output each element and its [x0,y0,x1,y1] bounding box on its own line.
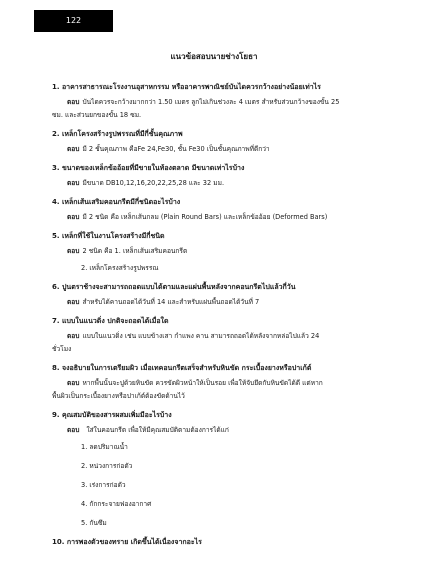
answer-text: บันไดควรจะกว้างมากกว่า 1.50 เมตร ลูกไม่เกินช่วงละ 4 เมตร สำหรับส่วนกว้างของขั้น 25 [82,98,340,106]
answer-9-sub-5: 5. กันซึม [81,519,107,527]
answer-label: ตอบ [67,379,80,387]
page-title: แนวข้อสอบนายช่างโยธา [170,52,258,61]
question-7: 7. แบบในแนวดิ่ง ปกติจะถอดได้เมื่อใด [52,317,169,325]
question-2: 2. เหล็กโครงสร้างรูปพรรณที่มีกี่ชั้นคุณภาพ [52,130,183,138]
question-6: 6. ปูนตราช้างจะสามารถถอดแบบได้ตามและแผ่นพื้นหลังจากคอนกรีตไปแล้วกี่วัน [52,283,296,291]
answer-6 [52,297,392,307]
question-4: 4. เหล็กเส้นเสริมคอนกรีตมีกี่ชนิดอะไรบ้าง [52,198,181,206]
answer-9-sub-2: 2. หน่วงการก่อตัว [81,462,133,470]
answer-label: ตอบ [67,179,80,187]
answer-1-cont: ซม. และส่วนยกของขั้น 18 ซม. [52,111,142,119]
answer-text: มี 2 ชั้นคุณภาพ คือFe 24,Fe30, ชั้น Fe30 เป็นชั้นคุณภาพที่ดีกว่า [82,145,270,153]
answer-9-sub-4: 4. กักกระจายฟองอากาศ [81,500,152,508]
answer-7 [52,331,392,341]
question-1: 1. อาคารสาธารณะโรงงานอุสาหกรรม หรืออาคารพาณิชย์บันไดควรกว้างอย่างน้อยเท่าไร [52,83,321,91]
answer-label: ตอบ [67,247,80,255]
question-10: 10. การพองตัวของทราย เกิดขึ้นได้เนื่องจากอะไร [52,538,202,546]
answer-label: ตอบ [67,298,80,306]
answer-label: ตอบ [67,145,80,153]
question-9: 9. คุณสมบัติของสารผสมเพิ่มมีอะไรบ้าง [52,411,172,419]
answer-5 [52,246,392,256]
answer-text: ใส่ในคอนกรีต เพื่อให้มีคุณสมบัติตามต้องการได้แก่ [86,426,229,434]
answer-9 [52,425,392,435]
answer-7-cont: ชั่วโมง [52,345,72,353]
question-3: 3. ขนาดของเหล็กข้ออ้อยที่มีขายในท้องตลาด มีขนาดเท่าไรบ้าง [52,164,245,172]
answer-text: มีขนาด DB10,12,16,20,22,25,28 และ 32 มม. [82,179,225,187]
question-8: 8. จงอธิบายในการเตรียมผิว เมื่อเทคอนกรีตเสร็จสำหรับหินขัด กระเบื้องยางหรือปาเก้ต์ [52,364,312,372]
answer-4 [52,212,392,222]
answer-3 [52,178,392,188]
answer-label: ตอบ [67,213,80,221]
answer-text: แบบในแนวดิ่ง เช่น แบบข้างเสา กำแพง คาน สามารถถอดได้หลังจากหล่อไปแล้ว 24 [82,332,320,340]
qa-list [52,82,392,547]
page-number-badge: 122 [34,10,113,32]
answer-8-cont: พื้นผิวเป็นกระเบื้องยางหรือปาเก้ต์ต้องขัดด้านไว้ [52,392,185,400]
answer-text: 2 ชนิด คือ 1. เหล็กเส้นเสริมคอนกรีต [82,247,188,255]
answer-text: สำหรับได้คานถอดได้วันที่ 14 และสำหรับแผ่นพื้นถอดได้วันที่ 7 [82,298,260,306]
answer-5-sub-1: 2. เหล็กโครงสร้างรูปพรรณ [81,264,159,272]
answer-text: หากพื้นนั้นจะปูด้วยหินขัด ควรขัดผิวหน้าให้เป็นรอย เพื่อให้จับยึดกับหินขัดได้ดี แต่หาก [82,379,323,387]
answer-label: ตอบ [67,98,80,106]
answer-text: มี 2 ชนิด คือ เหล็กเส้นกลม (Plain Round Bars) และเหล็กข้ออ้อย (Deformed Bars) [82,213,328,221]
answer-label: ตอบ [67,426,80,434]
answer-label: ตอบ [67,332,80,340]
answer-9-sub-1: 1. ลดปริมาณน้ำ [81,443,128,451]
answer-1 [52,97,392,107]
answer-2 [52,144,392,154]
answer-8 [52,378,392,388]
answer-9-sub-3: 3. เร่งการก่อตัว [81,481,126,489]
question-5: 5. เหล็กที่ใช้ในงานโครงสร้างมีกี่ชนิด [52,232,165,240]
